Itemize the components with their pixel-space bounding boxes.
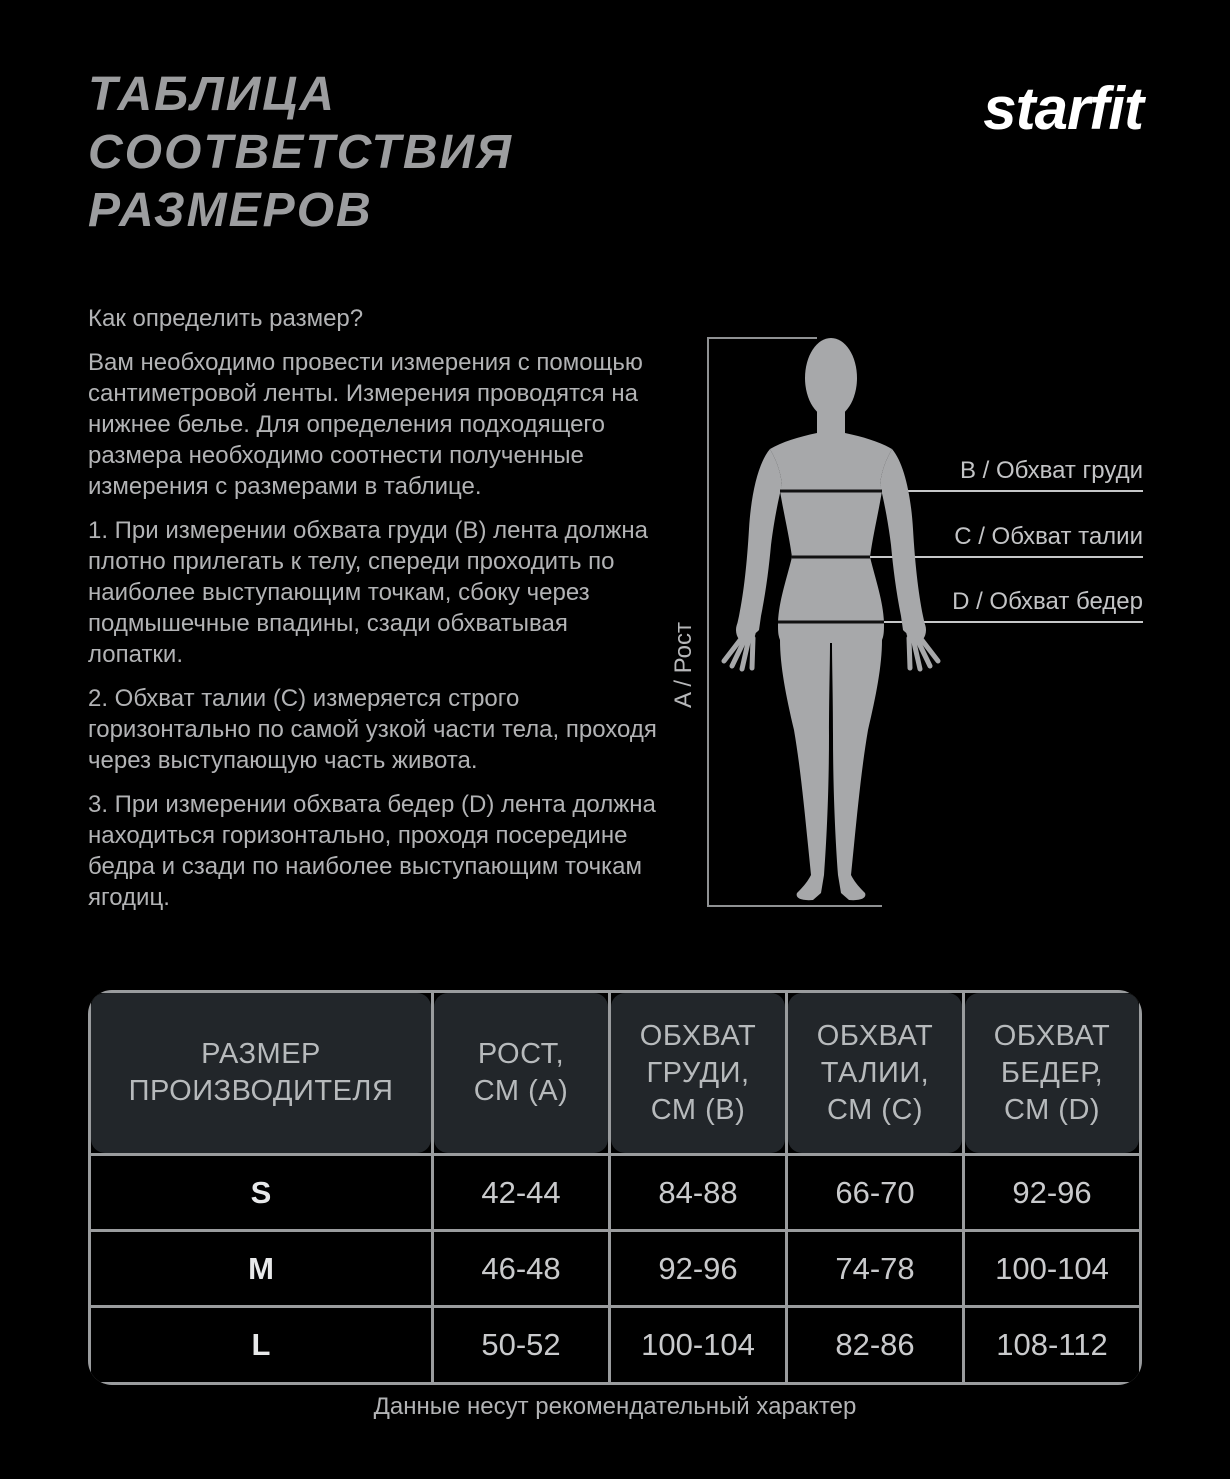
table-row-m-waist: 74-78 [788, 1232, 962, 1305]
hips-measure-label: D / Обхват бедер [952, 588, 1143, 615]
step-2-paragraph: 2. Обхват талии (C) измеряется строго горизонтально по самой узкой части тела, проходя через выступающую часть живота. [88, 685, 657, 774]
header-cell-size: РАЗМЕР ПРОИЗВОДИТЕЛЯ [91, 993, 431, 1153]
table-row-l-size: L [91, 1308, 431, 1382]
step-1-paragraph: 1. При измерении обхвата груди (B) лента должна плотно прилегать к телу, спереди проходить по наиболее выступающим точкам, сбоку через подмышечные впадины, сзади обхватывая лопатки. [88, 517, 648, 668]
table-row-s-waist: 66-70 [788, 1156, 962, 1229]
table-row-l-chest: 100-104 [611, 1308, 785, 1382]
table-row-l-hips: 108-112 [965, 1308, 1139, 1382]
footer-note: Данные несут рекомендательный характер [373, 1393, 857, 1420]
header-cell-hips: ОБХВАТ БЕДЕР, СМ (D) [965, 993, 1139, 1153]
height-bracket-bottom [707, 905, 882, 907]
table-row-m-hips: 100-104 [965, 1232, 1139, 1305]
table-row-s-chest: 84-88 [611, 1156, 785, 1229]
table-row-s-hips: 92-96 [965, 1156, 1139, 1229]
how-to-question: Как определить размер? [88, 305, 364, 332]
header-cell-chest: ОБХВАТ ГРУДИ, СМ (B) [611, 993, 785, 1153]
table-row-l-waist: 82-86 [788, 1308, 962, 1382]
size-table [88, 990, 1142, 1385]
table-row-s-height: 42-44 [434, 1156, 608, 1229]
table-row-m-chest: 92-96 [611, 1232, 785, 1305]
measurement-diagram [670, 330, 1150, 942]
table-row-s-size: S [91, 1156, 431, 1229]
table-row-m-height: 46-48 [434, 1232, 608, 1305]
header-cell-height: РОСТ, СМ (A) [434, 993, 608, 1153]
brand-logo: starfit [983, 75, 1143, 142]
instructions-block [88, 303, 660, 926]
height-axis-label: A / Рост [670, 622, 697, 708]
step-3-paragraph: 3. При измерении обхвата бедер (D) лента должна находиться горизонтально, проходя посередине бедра и сзади по наиболее выступающим точкам ягодиц. [88, 791, 656, 911]
table-row-l-height: 50-52 [434, 1308, 608, 1382]
page-title: ТАБЛИЦА СООТВЕТСТВИЯ РАЗМЕРОВ [88, 68, 513, 237]
header-cell-waist: ОБХВАТ ТАЛИИ, СМ (C) [788, 993, 962, 1153]
intro-paragraph: Вам необходимо провести измерения с помощью сантиметровой ленты. Измерения проводятся на нижнее белье. Для определения подходящего размера необходимо соотнести полученные измерения с размерами в таблице. [88, 349, 643, 500]
chest-measure-label: B / Обхват груди [959, 457, 1143, 484]
table-row-m-size: M [91, 1232, 431, 1305]
waist-measure-label: C / Обхват талии [954, 523, 1143, 550]
female-body-silhouette [700, 333, 960, 905]
